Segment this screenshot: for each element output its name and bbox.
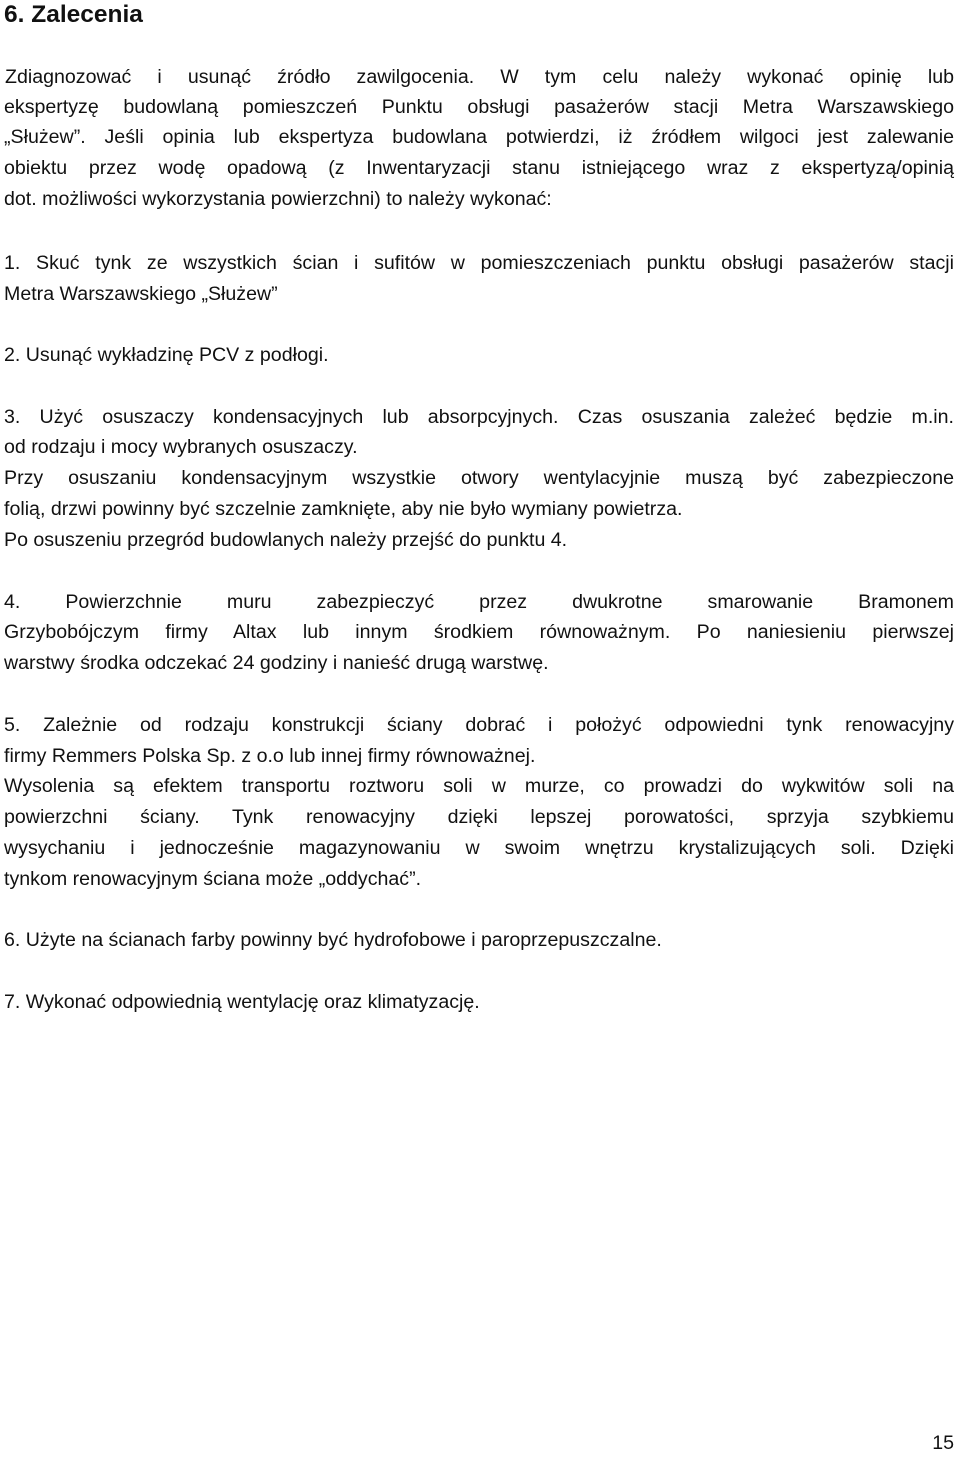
text-line: „Służew”. Jeśli opinia lub ekspertyza budowlana potwierdzi, iż źródłem wilgoci jest zalewanie bbox=[4, 126, 954, 148]
text-line: Po osuszeniu przegród budowlanych należy przejść do punktu 4. bbox=[4, 529, 568, 551]
text-line: obiektu przez wodę opadową (z Inwentaryzacji stanu istniejącego wraz z ekspertyzą/opinią bbox=[4, 157, 954, 179]
text-line: dot. możliwości wykorzystania powierzchni) to należy wykonać: bbox=[4, 188, 552, 210]
text-line: wysychaniu i jednocześnie magazynowaniu w swoim wnętrzu krystalizujących soli. Dzięki bbox=[4, 837, 954, 859]
text-line: ekspertyzę budowlaną pomieszczeń Punktu obsługi pasażerów stacji Metra Warszawskiego bbox=[4, 96, 954, 118]
text-line: firmy Remmers Polska Sp. z o.o lub innej firmy równoważnej. bbox=[4, 745, 536, 767]
text-line: 2. Usunąć wykładzinę PCV z podłogi. bbox=[4, 344, 329, 366]
text-line: 5. Zależnie od rodzaju konstrukcji ściany dobrać i położyć odpowiedni tynk renowacyjny bbox=[4, 714, 954, 736]
text-line: 4. Powierzchnie muru zabezpieczyć przez dwukrotne smarowanie Bramonem bbox=[4, 591, 954, 613]
text-line: Metra Warszawskiego „Służew” bbox=[4, 283, 278, 305]
text-line: 6. Użyte na ścianach farby powinny być hydrofobowe i paroprzepuszczalne. bbox=[4, 929, 662, 951]
text-line: 3. Użyć osuszaczy kondensacyjnych lub absorpcyjnych. Czas osuszania zależeć będzie m.in. bbox=[4, 406, 954, 428]
section-heading: 6. Zalecenia bbox=[4, 1, 143, 28]
page-number: 15 bbox=[932, 1432, 954, 1454]
text-line: Zdiagnozować i usunąć źródło zawilgocenia. W tym celu należy wykonać opinię lub bbox=[5, 66, 954, 88]
text-line: Grzybobójczym firmy Altax lub innym środkiem równoważnym. Po naniesieniu pierwszej bbox=[4, 621, 954, 643]
text-line: warstwy środka odczekać 24 godziny i nanieść drugą warstwę. bbox=[4, 652, 549, 674]
text-line: Przy osuszaniu kondensacyjnym wszystkie otwory wentylacyjnie muszą być zabezpieczone bbox=[4, 467, 954, 489]
text-line: powierzchni ściany. Tynk renowacyjny dzięki lepszej porowatości, sprzyja szybkiemu bbox=[4, 806, 954, 828]
text-line: Wysolenia są efektem transportu roztworu soli w murze, co prowadzi do wykwitów soli na bbox=[4, 775, 954, 797]
text-line: 7. Wykonać odpowiednią wentylację oraz klimatyzację. bbox=[4, 991, 480, 1013]
text-line: folią, drzwi powinny być szczelnie zamknięte, aby nie było wymiany powietrza. bbox=[4, 498, 683, 520]
text-line: 1. Skuć tynk ze wszystkich ścian i sufitów w pomieszczeniach punktu obsługi pasażerów stacji bbox=[4, 252, 954, 274]
text-line: od rodzaju i mocy wybranych osuszaczy. bbox=[4, 436, 358, 458]
text-line: tynkom renowacyjnym ściana może „oddychać”. bbox=[4, 868, 422, 890]
